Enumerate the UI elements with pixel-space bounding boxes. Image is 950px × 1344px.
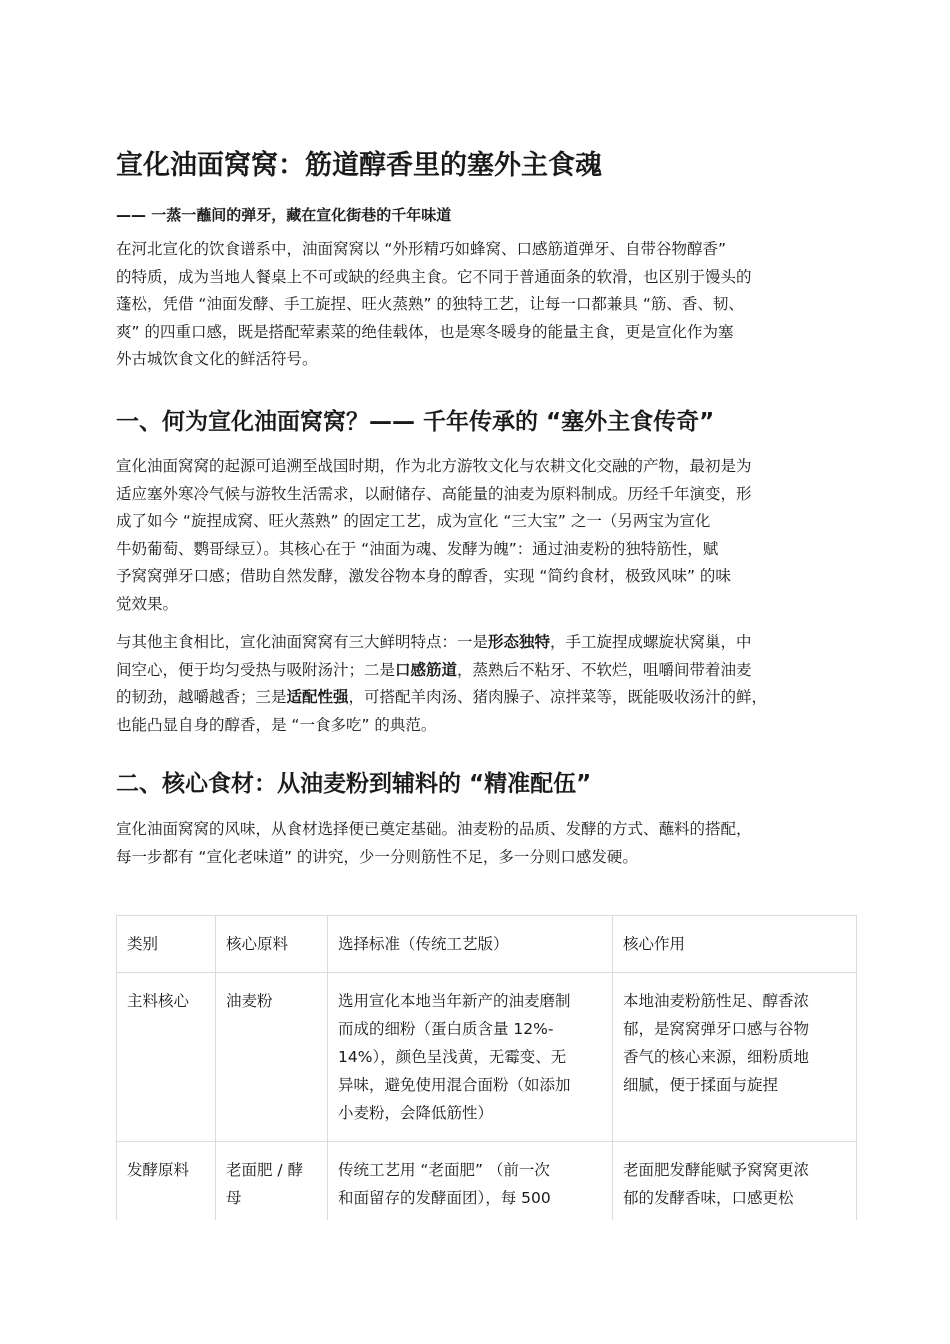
table-header-cell: 类别: [117, 916, 216, 973]
table-header-cell: 选择标准（传统工艺版）: [328, 916, 613, 973]
intro-line: 的特质，成为当地人餐桌上不可或缺的经典主食。它不同于普通面条的软滑，也区别于馒头的: [116, 267, 752, 286]
cell-line: 老面肥发酵能赋予窝窝更浓: [623, 1161, 810, 1179]
intro-line: 爽” 的四重口感，既是搭配荤素菜的绝佳载体，也是寒冬暖身的能量主食，更是宣化作为塞: [116, 322, 734, 341]
table-cell-role: [613, 973, 857, 1142]
paragraph-line: 也能凸显自身的醇香，是 “一食多吃” 的典范。: [116, 715, 437, 734]
intro-line: 外古城饮食文化的鲜活符号。: [116, 350, 318, 368]
cell-line: 而成的细粉（蛋白质含量 12%-: [338, 1020, 554, 1038]
text-run: 与其他主食相比，宣化油面窝窝有三大鲜明特点：一是: [116, 633, 489, 651]
ingredients-table-wrapper: [116, 915, 858, 1220]
cell-line: 14%），颜色呈浅黄，无霉变、无: [338, 1048, 567, 1066]
paragraph-line: 予窝窝弹牙口感；借助自然发酵，激发谷物本身的醇香，实现 “简约食材，极致风味” 的味: [116, 567, 731, 585]
table-cell-standard: [328, 973, 613, 1142]
cell-line: 本地油麦粉筋性足、醇香浓: [623, 992, 810, 1010]
section1-heading: 一、何为宣化油面窝窝？—— 千年传承的 “塞外主食传奇”: [116, 409, 715, 435]
table-cell-category: [117, 1142, 216, 1221]
cell-line: 主料核心: [127, 992, 190, 1010]
bold-term: 适配性强: [286, 688, 349, 706]
section2-paragraph: [116, 816, 752, 871]
table-row: [117, 1142, 857, 1221]
cell-line: 郁，是窝窝弹牙口感与谷物: [623, 1020, 810, 1038]
table-row: [117, 973, 857, 1142]
table-cell-standard: [328, 1142, 613, 1221]
intro-line: 蓬松，凭借 “油面发酵、手工旋捏、旺火蒸熟” 的独特工艺，让每一口都兼具 “筋、香、韧、: [116, 295, 744, 313]
cell-line: 油麦粉: [226, 992, 273, 1010]
table-header-cell: 核心作用: [613, 916, 857, 973]
table-cell-category: [117, 973, 216, 1142]
cell-line: 香气的核心来源，细粉质地: [623, 1048, 810, 1066]
cell-line: 小麦粉，会降低筋性）: [338, 1104, 494, 1122]
ingredients-table: [116, 915, 857, 1220]
paragraph-line: [116, 657, 767, 685]
cell-line: 传统工艺用 “老面肥” （前一次: [338, 1161, 550, 1179]
cell-line: 异味，避免使用混合面粉（如添加: [338, 1076, 571, 1094]
page-title: 宣化油面窝窝：筋道醇香里的塞外主食魂: [116, 150, 602, 181]
paragraph-line: [116, 684, 767, 712]
table-cell-material: [216, 1142, 328, 1221]
text-run: ，手工旋捏成螺旋状窝巢，中: [550, 633, 752, 651]
text-run: ，可搭配羊肉汤、猪肉臊子、凉拌菜等，既能吸收汤汁的鲜，: [348, 688, 768, 706]
paragraph-line: 适应塞外寒冷气候与游牧生活需求，以耐储存、高能量的油麦为原料制成。历经千年演变，形: [116, 484, 752, 503]
paragraph-line: [116, 629, 767, 657]
paragraph-line: 牛奶葡萄、鹦哥绿豆）。其核心在于 “油面为魂、发酵为魄”：通过油麦粉的独特筋性，赋: [116, 539, 719, 558]
section1-paragraph-2: [116, 629, 767, 739]
bold-term: 形态独特: [488, 633, 551, 651]
section2-heading: 二、核心食材：从油麦粉到辅料的 “精准配伍”: [116, 771, 592, 797]
table-header-cell: 核心原料: [216, 916, 328, 973]
cell-line: 选用宣化本地当年新产的油麦磨制: [338, 992, 571, 1010]
paragraph-line: 觉效果。: [116, 594, 179, 613]
text-run: 的韧劲，越嚼越香；三是: [116, 688, 287, 706]
cell-line: 发酵原料: [127, 1161, 190, 1179]
page-subtitle: —— 一蒸一蘸间的弹牙，藏在宣化街巷的千年味道: [116, 206, 452, 224]
text-run: ，蒸熟后不粘牙、不软烂，咀嚼间带着油麦: [457, 660, 752, 679]
table-cell-role: [613, 1142, 857, 1221]
intro-paragraph: [116, 236, 752, 374]
text-run: 间空心，便于均匀受热与吸附汤汁；二是: [116, 660, 396, 679]
cell-line: 郁的发酵香味，口感更松: [623, 1189, 794, 1207]
cell-line: 老面肥 / 酵: [226, 1161, 304, 1179]
cell-line: 母: [226, 1189, 242, 1207]
bold-term: 口感筋道: [395, 660, 458, 679]
cell-line: 细腻，便于揉面与旋捏: [623, 1076, 779, 1094]
table-header-row: [117, 916, 857, 973]
paragraph-line: 成了如今 “旋捏成窝、旺火蒸熟” 的固定工艺，成为宣化 “三大宝” 之一（另两宝为宣化: [116, 512, 711, 530]
paragraph-line: 每一步都有 “宣化老味道” 的讲究，少一分则筋性不足，多一分则口感发硬。: [116, 847, 638, 866]
cell-line: 和面留存的发酵面团），每 500: [338, 1189, 551, 1207]
intro-line: 在河北宣化的饮食谱系中，油面窝窝以 “外形精巧如蜂窝、口感筋道弹牙、自带谷物醇香”: [116, 240, 726, 258]
paragraph-line: 宣化油面窝窝的起源可追溯至战国时期，作为北方游牧文化与农耕文化交融的产物，最初是为: [116, 457, 752, 475]
table-cell-material: [216, 973, 328, 1142]
paragraph-line: 宣化油面窝窝的风味，从食材选择便已奠定基础。油麦粉的品质、发酵的方式、蘸料的搭配，: [116, 820, 752, 838]
section1-paragraph-1: [116, 453, 752, 618]
